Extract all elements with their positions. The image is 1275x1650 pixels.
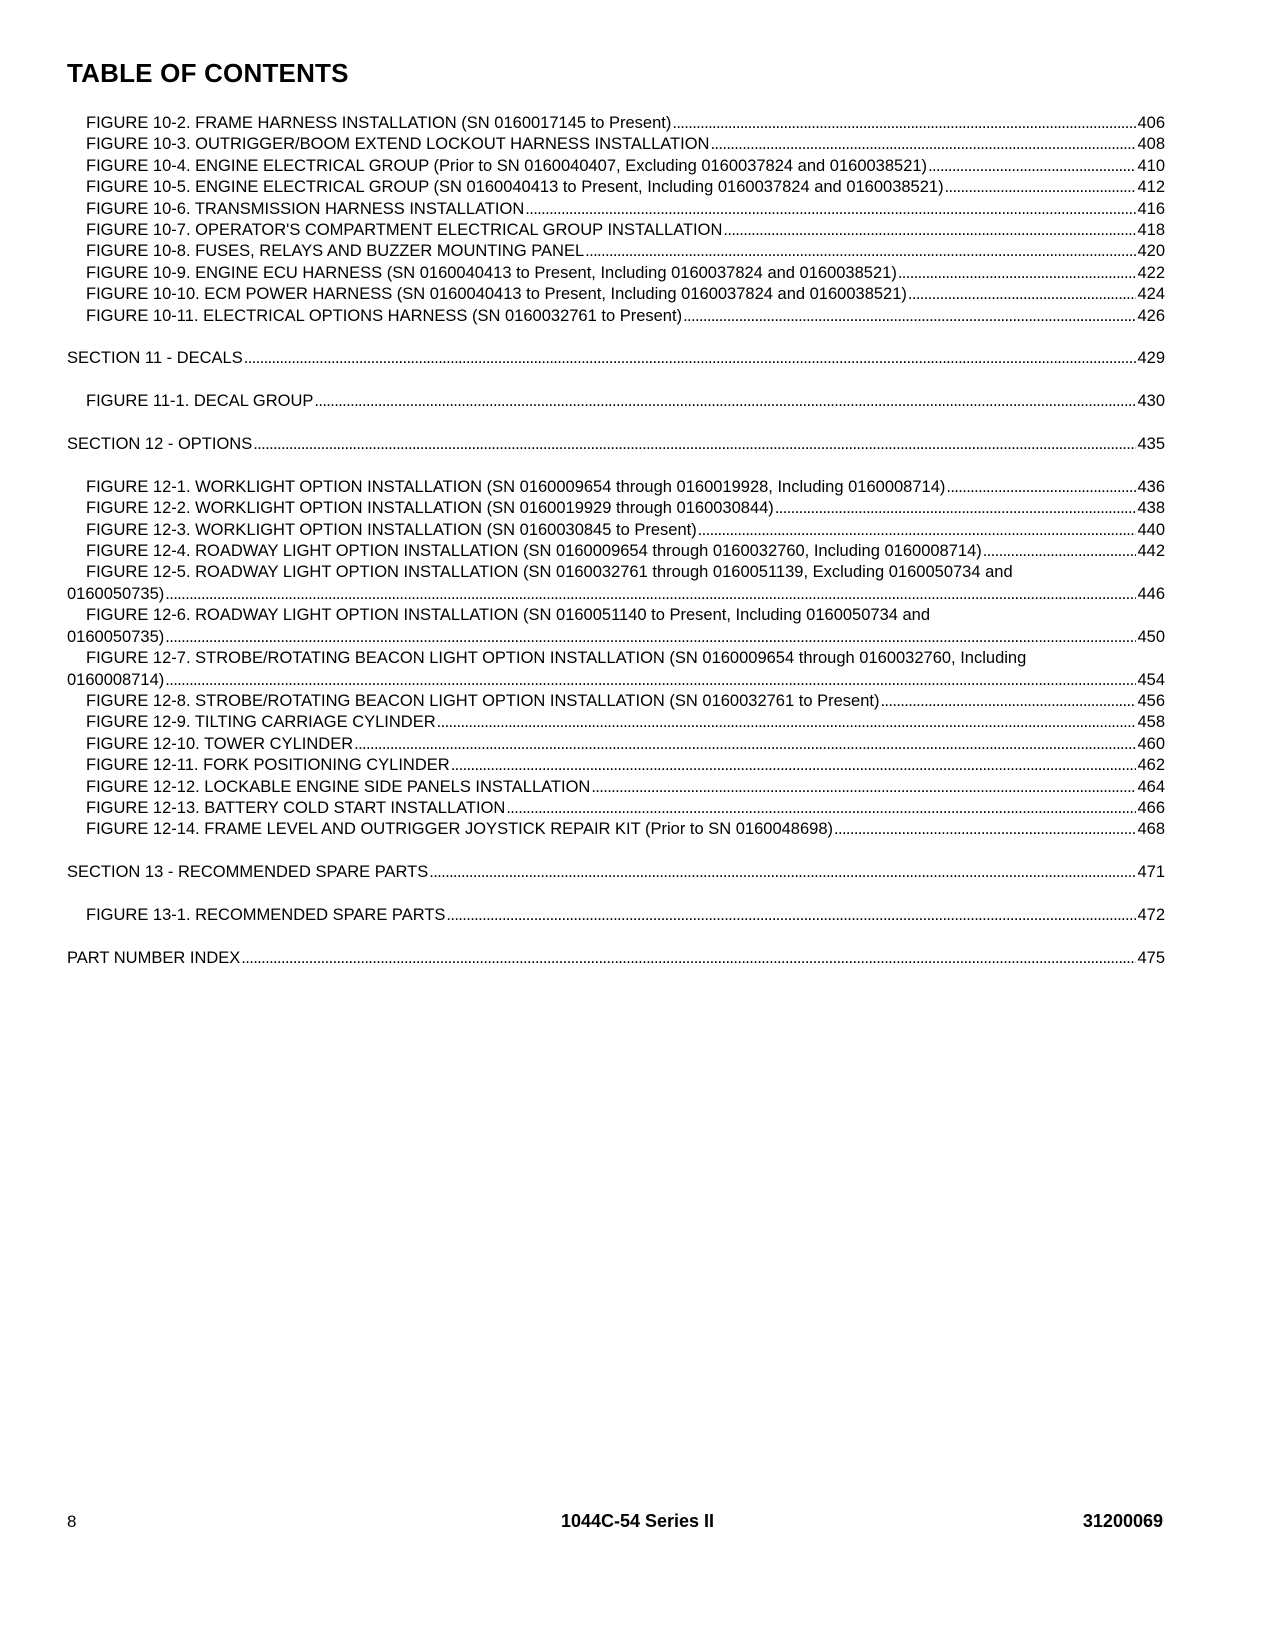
- dot-leader: [983, 541, 1137, 562]
- toc-entry-title: FIGURE 12-2. WORKLIGHT OPTION INSTALLATION (SN 0160019929 through 0160030844): [86, 499, 774, 518]
- toc-section-entry[interactable]: [67, 348, 1165, 369]
- toc-figure-entry[interactable]: [67, 391, 1165, 412]
- toc-entry-title: FIGURE 12-5. ROADWAY LIGHT OPTION INSTALLATION (SN 0160032761 through 0160051139, Excluding 0160050734 and: [86, 563, 1013, 582]
- toc-entry-title: FIGURE 12-6. ROADWAY LIGHT OPTION INSTALLATION (SN 0160051140 to Present, Including 0160050734 and: [86, 606, 931, 625]
- toc-entry-title: FIGURE 10-11. ELECTRICAL OPTIONS HARNESS (SN 0160032761 to Present): [86, 306, 683, 325]
- toc-figure-entry[interactable]: [67, 241, 1165, 262]
- toc-page-number: 475: [1137, 948, 1165, 967]
- toc-entry-title: SECTION 11 - DECALS: [67, 349, 243, 368]
- toc-entry-title: SECTION 13 - RECOMMENDED SPARE PARTS: [67, 863, 429, 882]
- toc-figure-entry[interactable]: [67, 734, 1165, 755]
- toc-figure-entry[interactable]: [67, 605, 1165, 648]
- dot-leader: [880, 691, 1136, 712]
- toc-page-number: 429: [1137, 349, 1165, 368]
- toc-page-number: 456: [1137, 691, 1165, 710]
- dot-leader: [354, 734, 1136, 755]
- dot-leader: [525, 199, 1136, 220]
- toc-figure-entry[interactable]: [67, 177, 1165, 198]
- toc-figure-entry[interactable]: [67, 498, 1165, 519]
- toc-page-number: 408: [1137, 135, 1165, 154]
- dot-leader: [451, 755, 1137, 776]
- toc-page-number: 418: [1137, 221, 1165, 240]
- dot-leader: [946, 477, 1136, 498]
- toc-entry-title: FIGURE 12-8. STROBE/ROTATING BEACON LIGHT OPTION INSTALLATION (SN 0160032761 to Present): [86, 691, 880, 710]
- dot-leader: [446, 905, 1136, 926]
- toc-figure-entry[interactable]: [67, 199, 1165, 220]
- toc-entry-title: FIGURE 10-10. ECM POWER HARNESS (SN 0160040413 to Present, Including 0160037824 and 0160038521): [86, 285, 907, 304]
- toc-page-number: 410: [1137, 156, 1165, 175]
- toc-entry-title: FIGURE 12-7. STROBE/ROTATING BEACON LIGHT OPTION INSTALLATION (SN 0160009654 through 0160032760, Including: [86, 649, 1027, 668]
- toc-page-number: 412: [1137, 178, 1165, 197]
- toc-page-number: 458: [1137, 713, 1165, 732]
- toc-entry-title: FIGURE 12-1. WORKLIGHT OPTION INSTALLATION (SN 0160009654 through 0160019928, Including 0160008714): [86, 477, 946, 496]
- toc-figure-entry[interactable]: [67, 755, 1165, 776]
- toc-entry-title: FIGURE 12-10. TOWER CYLINDER: [86, 734, 354, 753]
- dot-leader: [834, 819, 1136, 840]
- toc-section-entry[interactable]: [67, 434, 1165, 455]
- toc-entry-title-continued: 0160008714): [67, 670, 165, 689]
- footer-page-number: 8: [67, 1512, 77, 1531]
- toc-figure-entry[interactable]: [67, 520, 1165, 541]
- dot-leader: [244, 348, 1137, 369]
- toc-page-number: 420: [1137, 242, 1165, 261]
- toc-figure-entry[interactable]: [67, 306, 1165, 327]
- toc-page-number: 435: [1137, 435, 1165, 454]
- toc-figure-entry[interactable]: [67, 263, 1165, 284]
- toc-entry-title: FIGURE 12-14. FRAME LEVEL AND OUTRIGGER JOYSTICK REPAIR KIT (Prior to SN 0160048698): [86, 820, 834, 839]
- dot-leader: [165, 584, 1136, 605]
- toc-figure-entry[interactable]: [67, 284, 1165, 305]
- toc-entry-title: FIGURE 12-4. ROADWAY LIGHT OPTION INSTALLATION (SN 0160009654 through 0160032760, Including 0160008714): [86, 542, 982, 561]
- toc-entry-title: FIGURE 10-8. FUSES, RELAYS AND BUZZER MOUNTING PANEL: [86, 242, 585, 261]
- toc-entry-title: FIGURE 10-5. ENGINE ELECTRICAL GROUP (SN 0160040413 to Present, Including 0160037824 and 0160038521): [86, 178, 944, 197]
- toc-page-number: 446: [1137, 584, 1165, 603]
- toc-figure-entry[interactable]: [67, 477, 1165, 498]
- toc-entry-title: FIGURE 10-6. TRANSMISSION HARNESS INSTALLATION: [86, 199, 525, 218]
- dot-leader: [698, 520, 1137, 541]
- dot-leader: [314, 391, 1136, 412]
- dot-leader: [672, 113, 1136, 134]
- toc-entry-title: FIGURE 12-3. WORKLIGHT OPTION INSTALLATION (SN 0160030845 to Present): [86, 520, 697, 539]
- dot-leader: [775, 498, 1137, 519]
- toc-figure-entry[interactable]: [67, 798, 1165, 819]
- toc-entry-title: FIGURE 11-1. DECAL GROUP: [86, 392, 314, 411]
- toc-entry-title: FIGURE 10-9. ENGINE ECU HARNESS (SN 0160040413 to Present, Including 0160037824 and 0160038521): [86, 263, 897, 282]
- toc-figure-entry[interactable]: [67, 113, 1165, 134]
- toc-page-number: 462: [1137, 756, 1165, 775]
- toc-page-number: 472: [1137, 905, 1165, 924]
- toc-entry-title: PART NUMBER INDEX: [67, 948, 241, 967]
- toc-page-number: 454: [1137, 670, 1165, 689]
- toc-entry-title: FIGURE 12-11. FORK POSITIONING CYLINDER: [86, 756, 450, 775]
- dot-leader: [723, 220, 1136, 241]
- dot-leader: [591, 777, 1136, 798]
- toc-figure-entry[interactable]: [67, 562, 1165, 605]
- dot-leader: [241, 948, 1136, 969]
- toc-figure-entry[interactable]: [67, 134, 1165, 155]
- toc-figure-entry[interactable]: [67, 691, 1165, 712]
- toc-section-entry[interactable]: [67, 862, 1165, 883]
- toc-entry-title: FIGURE 13-1. RECOMMENDED SPARE PARTS: [86, 905, 446, 924]
- toc-figure-entry[interactable]: [67, 541, 1165, 562]
- toc-figure-entry[interactable]: [67, 156, 1165, 177]
- toc-entry-title: FIGURE 12-13. BATTERY COLD START INSTALLATION: [86, 798, 506, 817]
- dot-leader: [437, 712, 1137, 733]
- toc-entry-title: FIGURE 10-2. FRAME HARNESS INSTALLATION (SN 0160017145 to Present): [86, 114, 672, 132]
- toc-page-number: 426: [1137, 306, 1165, 325]
- toc-entry-title: FIGURE 10-7. OPERATOR'S COMPARTMENT ELECTRICAL GROUP INSTALLATION: [86, 221, 723, 240]
- toc-entry-title: FIGURE 12-12. LOCKABLE ENGINE SIDE PANELS INSTALLATION: [86, 777, 591, 796]
- toc-figure-entry[interactable]: [67, 819, 1165, 840]
- toc-section-entry[interactable]: [67, 948, 1165, 969]
- footer-model: 1044C-54 Series II: [560, 1511, 715, 1531]
- dot-leader: [683, 306, 1136, 327]
- dot-leader: [165, 627, 1136, 648]
- toc-page-number: 440: [1137, 520, 1165, 539]
- toc-entry-title: FIGURE 10-3. OUTRIGGER/BOOM EXTEND LOCKOUT HARNESS INSTALLATION: [86, 135, 710, 154]
- toc-figure-entry[interactable]: [67, 220, 1165, 241]
- toc-entry-title-continued: 0160050735): [67, 627, 165, 646]
- toc-page-number: 422: [1137, 263, 1165, 282]
- toc-page-number: 438: [1137, 499, 1165, 518]
- toc-figure-entry[interactable]: [67, 905, 1165, 926]
- toc-page-number: 450: [1137, 627, 1165, 646]
- dot-leader: [585, 241, 1136, 262]
- toc-page-number: 424: [1137, 285, 1165, 304]
- toc-page-number: 406: [1137, 114, 1165, 132]
- toc-page-number: 416: [1137, 199, 1165, 218]
- dot-leader: [710, 134, 1136, 155]
- toc-entry-title-continued: 0160050735): [67, 584, 165, 603]
- toc-figure-entry[interactable]: [67, 777, 1165, 798]
- toc-figure-entry[interactable]: [67, 648, 1165, 691]
- footer-doc-number: 31200069: [1082, 1511, 1163, 1531]
- dot-leader: [908, 284, 1137, 305]
- toc-page-number: 436: [1137, 477, 1165, 496]
- toc-entry-title: FIGURE 10-4. ENGINE ELECTRICAL GROUP (Prior to SN 0160040407, Excluding 0160037824 and 0160038521): [86, 156, 928, 175]
- toc-list: [67, 113, 1165, 969]
- dot-leader: [928, 156, 1136, 177]
- toc-page-number: 468: [1137, 820, 1165, 839]
- dot-leader: [945, 177, 1137, 198]
- dot-leader: [898, 263, 1137, 284]
- toc-entry-title: SECTION 12 - OPTIONS: [67, 435, 253, 454]
- dot-leader: [165, 670, 1136, 691]
- toc-figure-entry[interactable]: [67, 712, 1165, 733]
- dot-leader: [506, 798, 1136, 819]
- toc-page-number: 464: [1137, 777, 1165, 796]
- dot-leader: [253, 434, 1136, 455]
- dot-leader: [429, 862, 1136, 883]
- toc-page-number: 466: [1137, 798, 1165, 817]
- toc-entry-title: FIGURE 12-9. TILTING CARRIAGE CYLINDER: [86, 713, 436, 732]
- toc-page-number: 442: [1137, 542, 1165, 561]
- toc-page-number: 460: [1137, 734, 1165, 753]
- toc-page-number: 430: [1137, 392, 1165, 411]
- toc-page-number: 471: [1137, 863, 1165, 882]
- page-title: TABLE OF CONTENTS: [67, 58, 349, 88]
